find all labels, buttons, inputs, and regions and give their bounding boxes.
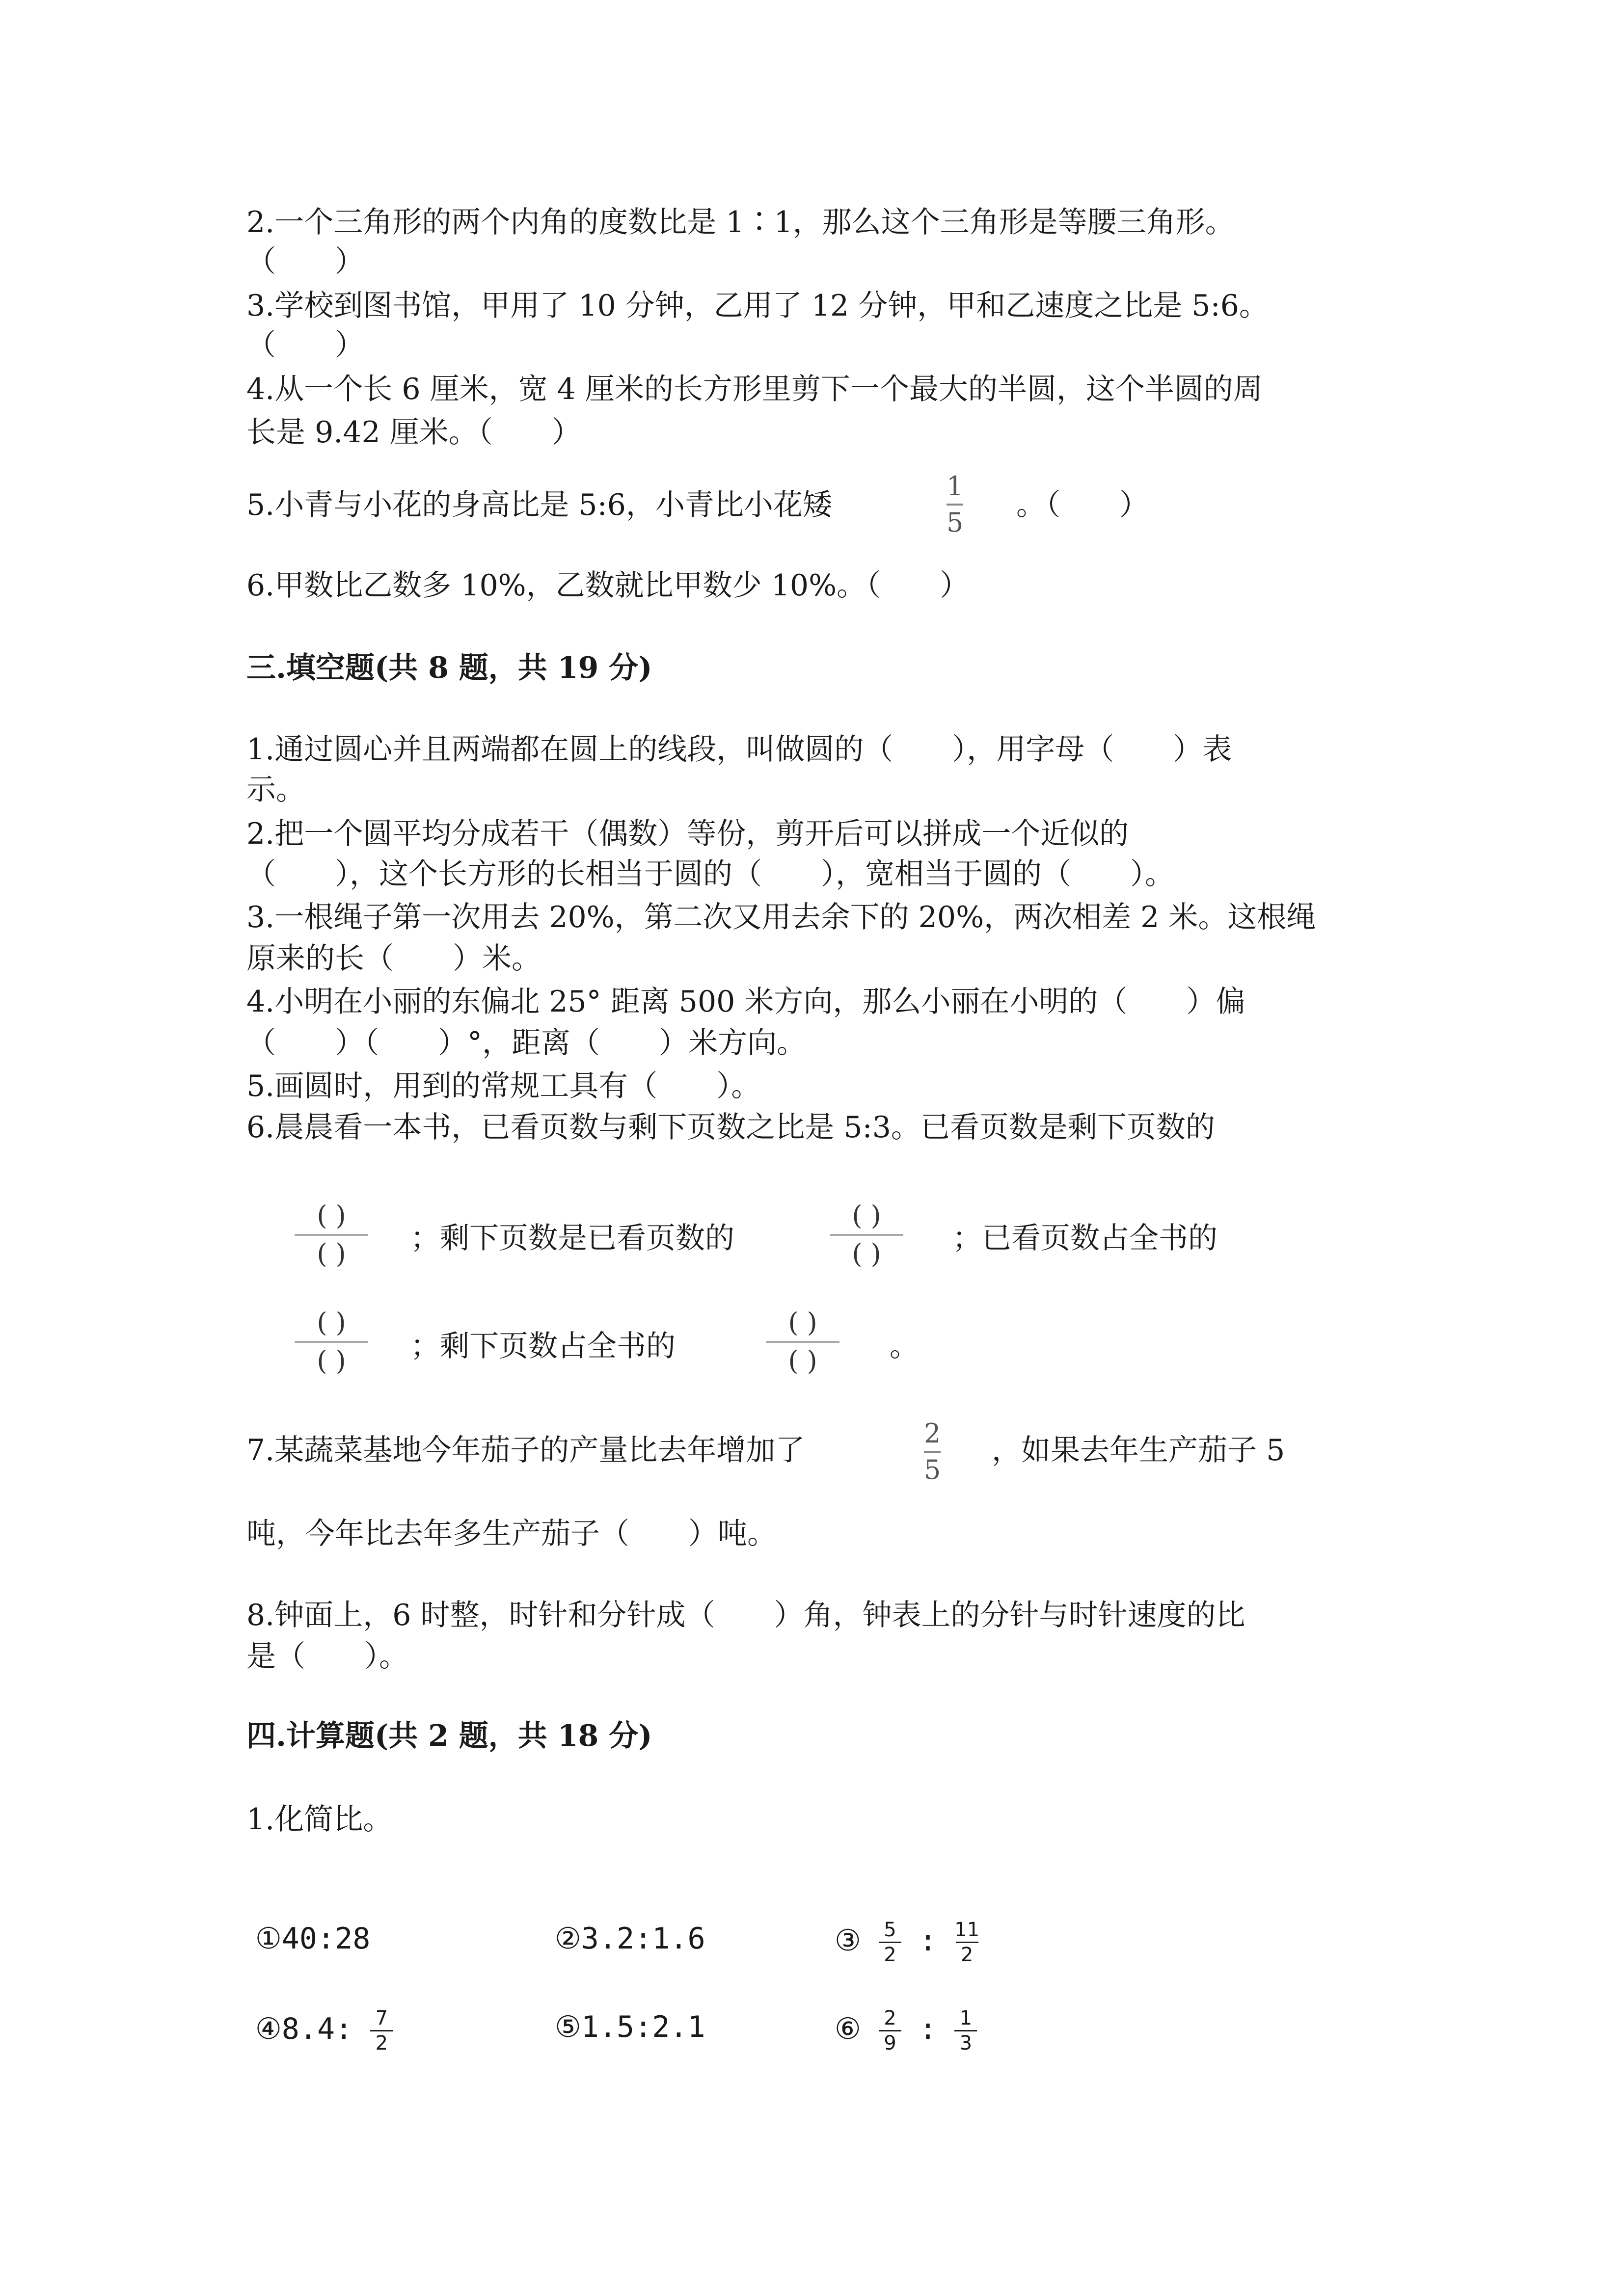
fraction-denominator: 9 (884, 2032, 896, 2055)
fraction-denominator: 2 (884, 1944, 896, 1966)
fill-q6-blank-1[interactable] (295, 1201, 368, 1268)
fraction-numerator: 1 (947, 471, 964, 502)
fraction-1-3 (954, 2007, 977, 2054)
fill-q1-line2: 示。 (246, 773, 305, 807)
blank-numerator[interactable]: ( ) (317, 1307, 346, 1338)
judge-q2-line1: 2.一个三角形的两个内角的度数比是 1∶1，那么这个三角形是等腰三角形。 (246, 205, 1235, 240)
fill-q2-line2[interactable]: （ ），这个长方形的长相当于圆的（ ），宽相当于圆的（ ）。 (246, 857, 1174, 891)
blank-denominator[interactable]: ( ) (317, 1238, 346, 1269)
fraction-5-2 (879, 1919, 901, 1966)
fill-q6-text-4: 。 (890, 1329, 919, 1363)
fraction-numerator: 11 (954, 1919, 980, 1941)
judge-q3-answer[interactable]: （ ） (246, 328, 364, 362)
ratio-colon: : (919, 2012, 937, 2047)
calc-item-1: ①40:28 (255, 1922, 371, 1956)
fraction-numerator: 5 (884, 1919, 896, 1941)
fraction-denominator: 2 (375, 2032, 388, 2055)
fraction-bar (947, 504, 963, 506)
fraction-bar (879, 1942, 901, 1943)
fill-q6-blank-3[interactable] (295, 1308, 368, 1375)
fill-q4-line2[interactable]: （ ）（ ）°，距离（ ）米方向。 (246, 1026, 806, 1060)
calc-item-3 (835, 1919, 979, 1966)
fraction-bar (295, 1341, 368, 1343)
fill-q6-blank-2[interactable] (830, 1201, 903, 1268)
fraction-denominator: 5 (924, 1454, 941, 1485)
fraction-bar (924, 1451, 941, 1453)
fill-q7-line1: 7.某蔬菜基地今年茄子的产量比去年增加了 (246, 1433, 805, 1468)
fraction-11-2 (954, 1919, 979, 1966)
fill-q8-line2[interactable]: 是（ ）。 (246, 1639, 408, 1674)
fraction-numerator: 1 (959, 2007, 973, 2029)
fill-q7-line2[interactable]: 吨，今年比去年多生产茄子（ ）吨。 (246, 1517, 777, 1551)
judge-q4-line2[interactable]: 长是 9.42 厘米。（ ） (246, 415, 581, 450)
fill-q7-line1-rest: ，如果去年生产茄子 5 (992, 1433, 1285, 1468)
blank-denominator[interactable]: ( ) (317, 1345, 346, 1376)
blank-numerator[interactable]: ( ) (317, 1200, 346, 1231)
fill-q4-line1[interactable]: 4.小明在小丽的东偏北 25° 距离 500 米方向，那么小丽在小明的（ ）偏 (246, 985, 1245, 1019)
section4-title: 四.计算题(共 2 题，共 18 分) (246, 1719, 652, 1753)
fraction-bar (879, 2030, 901, 2031)
judge-q3-line1: 3.学校到图书馆，甲用了 10 分钟，乙用了 12 分钟，甲和乙速度之比是 5:6。 (246, 289, 1269, 323)
item-mark: ④8.4: (255, 2012, 353, 2047)
fill-q2-line1: 2.把一个圆平均分成若干（偶数）等份，剪开后可以拼成一个近似的 (246, 817, 1129, 851)
fraction-bar (295, 1234, 368, 1236)
fill-q3-line1: 3.一根绳子第一次用去 20%，第二次又用去余下的 20%，两次相差 2 米。这根绳 (246, 900, 1316, 934)
blank-denominator[interactable]: ( ) (788, 1345, 817, 1376)
fraction-7-2 (370, 2007, 393, 2054)
item-mark: ③ (835, 1923, 861, 1958)
item-mark: ⑥ (835, 2012, 861, 2047)
fraction-bar (954, 2030, 977, 2031)
fill-q1-line1[interactable]: 1.通过圆心并且两端都在圆上的线段，叫做圆的（ ），用字母（ ）表 (246, 732, 1232, 767)
fraction-denominator: 3 (959, 2032, 973, 2055)
fraction-bar (766, 1341, 839, 1343)
ratio-colon: : (919, 1923, 937, 1958)
fraction-bar (956, 1942, 978, 1943)
fraction-numerator: 7 (375, 2007, 388, 2029)
calc-item-5: ⑤1.5:2.1 (555, 2010, 705, 2044)
fraction-2-9 (879, 2007, 901, 2054)
fill-q6-text-3: ；剩下页数占全书的 (410, 1329, 676, 1363)
fraction-denominator: 5 (947, 507, 964, 538)
judge-q4-line1: 4.从一个长 6 厘米，宽 4 厘米的长方形里剪下一个最大的半圆，这个半圆的周 (246, 372, 1263, 406)
fill-q8-line1[interactable]: 8.钟面上，6 时整，时针和分针成（ ）角，钟表上的分针与时针速度的比 (246, 1598, 1245, 1632)
fraction-bar (830, 1234, 903, 1236)
calc-item-6 (835, 2007, 977, 2054)
judge-q5-answer[interactable]: 。（ ） (1016, 488, 1149, 522)
judge-q6[interactable]: 6.甲数比乙数多 10%，乙数就比甲数少 10%。（ ） (246, 568, 970, 603)
fill-q6-text-2: ；已看页数占全书的 (952, 1221, 1218, 1255)
fill-q6-blank-4[interactable] (766, 1308, 839, 1375)
calc-q1: 1.化简比。 (246, 1802, 393, 1837)
fraction-bar (370, 2030, 393, 2031)
blank-numerator[interactable]: ( ) (788, 1307, 817, 1338)
fraction-numerator: 2 (884, 2007, 896, 2029)
calc-item-4 (255, 2007, 393, 2054)
blank-numerator[interactable]: ( ) (852, 1200, 881, 1231)
blank-denominator[interactable]: ( ) (852, 1238, 881, 1269)
fill-q7-fraction (924, 1419, 941, 1484)
judge-q2-answer[interactable]: （ ） (246, 244, 364, 279)
fill-q6-text-1: ；剩下页数是已看页数的 (410, 1221, 734, 1255)
calc-item-2: ②3.2:1.6 (555, 1922, 705, 1956)
fill-q5[interactable]: 5.画圆时，用到的常规工具有（ ）。 (246, 1069, 761, 1103)
section3-title: 三.填空题(共 8 题，共 19 分) (246, 651, 652, 685)
judge-q5-fraction (947, 472, 963, 537)
fill-q3-line2[interactable]: 原来的长（ ）米。 (246, 941, 541, 976)
judge-q5-text: 5.小青与小花的身高比是 5:6，小青比小花矮 (246, 488, 832, 522)
fraction-denominator: 2 (961, 1944, 974, 1966)
fill-q6-line1: 6.晨晨看一本书，已看页数与剩下页数之比是 5:3。已看页数是剩下页数的 (246, 1110, 1215, 1145)
fraction-numerator: 2 (924, 1418, 941, 1449)
